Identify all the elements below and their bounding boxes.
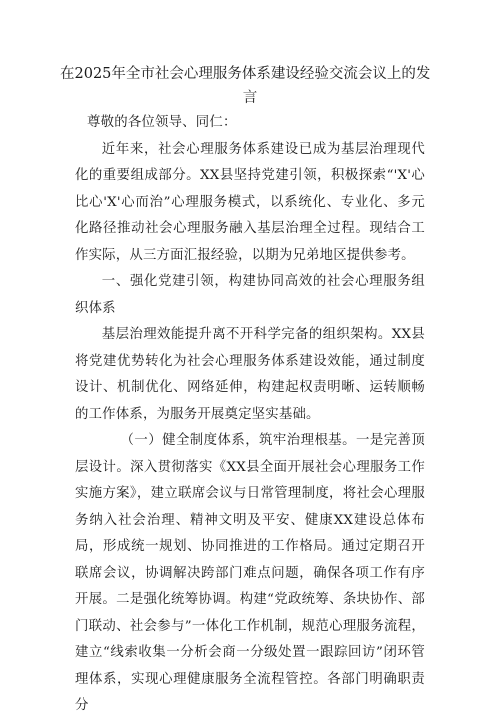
paragraph-subsection-1: （一）健全制度体系，筑牢治理根基。一是完善顶层设计。深入贯彻落实《XX县全面开展社会心理服务工作实施方案》，建立联席会议与日常管理制度，将社会心理服务纳入社会治理、精神文明及平安、健康XX建设总体布局，形成统一规划、协同推进的工作格局。通过定期召开联席会议，协调解决跨部门难点问题，确保各项工作有序开展。二是强化统筹协调。构建“党政统筹、条块协作、部门联动、社会参与”一体化工作机制，规范心理服务流程，建立“线索收集一分析会商一分级处置一跟踪回访”闭环管理体系，实现心理健康服务全流程管控。各部门明确职责分 <box>75 433 425 713</box>
title-line-2: 言 <box>242 90 258 106</box>
section-heading-1: 一、强化党建引领，构建协同高效的社会心理服务组织体系 <box>75 274 425 316</box>
paragraph-intro: 近年来，社会心理服务体系建设已成为基层治理现代化的重要组成部分。XX县坚持党建引领，积极探索“'X'心比心'X'心而治”心理服务模式，以系统化、专业化、多元化路径推动社会心理服务融入基层治理全过程。现结合工作实际，从三方面汇报经验，以期为兄弟地区提供参考。 <box>75 141 425 263</box>
salutation: 尊敬的各位领导、同仁： <box>87 115 237 130</box>
paragraph-section-1: 基层治理效能提升离不开科学完备的组织架构。XX县将党建优势转化为社会心理服务体系建设效能，通过制度设计、机制优化、网络延伸，构建起权责明晰、运转顺畅的工作体系，为服务开展奠定坚实基础。 <box>75 327 425 422</box>
title-line-1: 在2025年全市社会心理服务体系建设经验交流会议上的发 <box>60 66 431 82</box>
document-body <box>75 110 425 720</box>
document-title <box>60 62 440 110</box>
